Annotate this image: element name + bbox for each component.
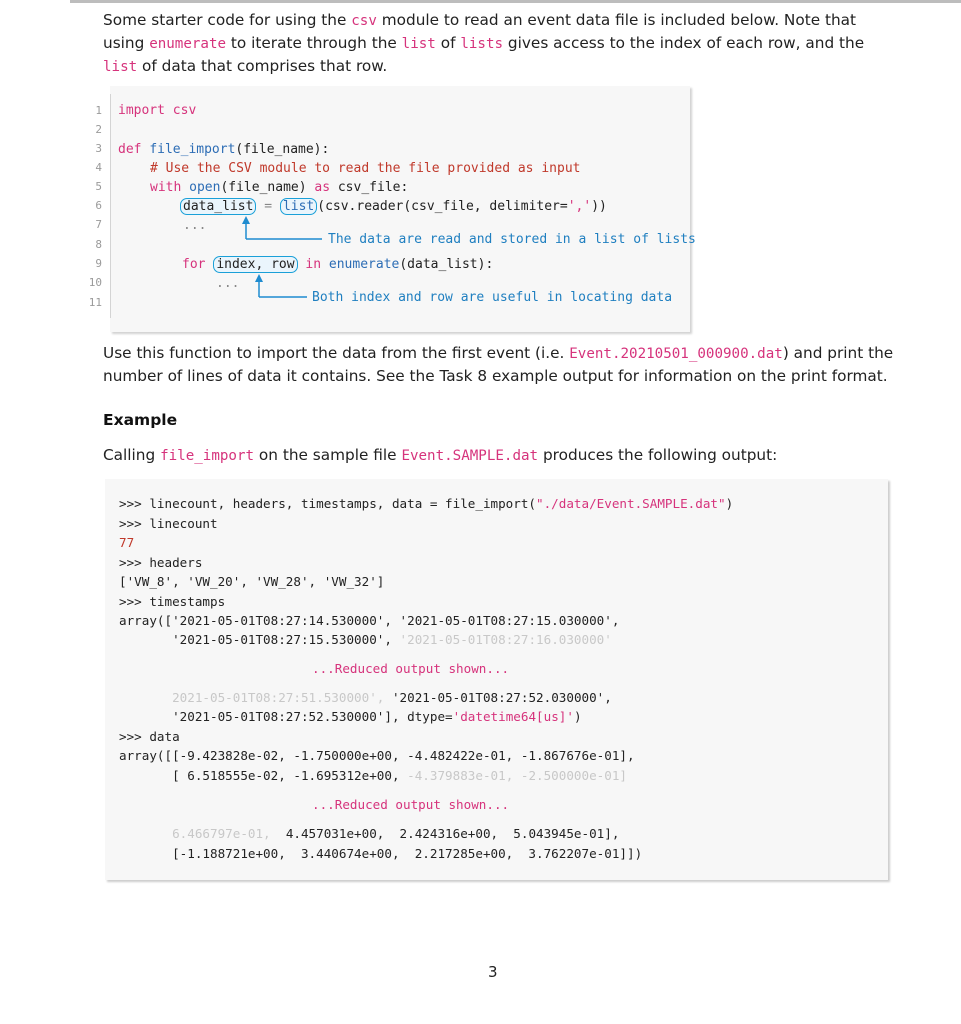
reduced-output-note: ...Reduced output shown... bbox=[312, 661, 510, 676]
code-token: for bbox=[182, 257, 214, 272]
intro-text: module to read an event data file is included below. Note that using bbox=[103, 11, 857, 52]
code-listing bbox=[70, 86, 696, 332]
output-line: array(['2021-05-01T08:27:14.530000', '2021-05-01T08:27:15.030000', bbox=[119, 613, 620, 628]
line-number: 6 bbox=[95, 199, 102, 212]
output-line: >>> headers bbox=[119, 555, 203, 570]
line-number: 3 bbox=[95, 142, 102, 155]
output-line: >>> data bbox=[119, 729, 180, 744]
line-number: 2 bbox=[95, 123, 102, 136]
output-line: >>> timestamps bbox=[119, 594, 226, 609]
output-token: '2021-05-01T08:27:52.530000'], dtype= bbox=[119, 709, 453, 724]
code-token: as bbox=[314, 180, 331, 195]
intro-text: of bbox=[435, 34, 461, 52]
output-line: [-1.188721e+00, 3.440674e+00, 2.217285e+00, 3.762207e-01]]) bbox=[119, 846, 643, 861]
code-line-10-ellipsis: ... bbox=[216, 276, 240, 291]
output-token: [ 6.518555e-02, -1.695312e+00, bbox=[119, 768, 408, 783]
intro-text: gives access to the index of each row, and the bbox=[503, 34, 865, 52]
output-token: 'datetime64[us]' bbox=[452, 709, 574, 724]
output-token: >>> linecount, headers, timestamps, data = file_import( bbox=[119, 496, 537, 511]
code-token: ',' bbox=[567, 199, 592, 214]
code-list: list bbox=[401, 36, 436, 52]
output-line bbox=[119, 496, 733, 511]
example-text: on the sample file bbox=[254, 446, 402, 464]
task-text: ) and print the number of lines of data it contains. See the Task 8 example output for information on the print format. bbox=[103, 344, 894, 385]
output-line bbox=[119, 632, 612, 647]
line-number: 5 bbox=[95, 180, 102, 193]
line-number: 7 bbox=[95, 218, 102, 231]
highlight-index-row: index, row bbox=[213, 256, 297, 273]
code-enumerate: enumerate bbox=[149, 36, 227, 52]
output-line bbox=[119, 690, 612, 705]
code-lists: lists bbox=[460, 36, 504, 52]
page-top-rule bbox=[70, 0, 961, 3]
code-line-9 bbox=[182, 257, 493, 272]
output-line: array([[-9.423828e-02, -1.750000e+00, -4.482422e-01, -1.867676e-01], bbox=[119, 748, 635, 763]
output-faded-token: 6.466797e-01, bbox=[119, 826, 286, 841]
output-line: 77 bbox=[119, 535, 135, 550]
arrow-icon bbox=[242, 216, 322, 239]
example-text: produces the following output: bbox=[538, 446, 778, 464]
example-text: Calling bbox=[103, 446, 161, 464]
task-paragraph bbox=[103, 342, 895, 387]
example-output-box bbox=[105, 479, 888, 880]
highlight-list: list bbox=[280, 198, 317, 215]
output-faded-token: 2021-05-01T08:27:51.530000', bbox=[119, 690, 392, 705]
line-number: 8 bbox=[95, 238, 102, 251]
code-csv: csv bbox=[351, 13, 377, 29]
arrow-icon bbox=[255, 274, 307, 297]
output-token: '2021-05-01T08:27:15.530000', bbox=[119, 632, 400, 647]
output-token: ) bbox=[573, 709, 582, 724]
page-number: 3 bbox=[488, 963, 498, 981]
output-line: >>> linecount bbox=[119, 516, 218, 531]
code-file-import: file_import bbox=[160, 448, 255, 464]
line-number: 10 bbox=[88, 276, 102, 289]
line-number: 9 bbox=[95, 257, 102, 270]
intro-text: to iterate through the bbox=[226, 34, 402, 52]
intro-text: Some starter code for using the bbox=[103, 11, 352, 29]
output-line: ['VW_8', 'VW_20', 'VW_28', 'VW_32'] bbox=[119, 574, 385, 589]
line-number: 11 bbox=[88, 296, 102, 309]
output-line bbox=[119, 768, 627, 783]
output-token: ) bbox=[725, 496, 734, 511]
output-token: '2021-05-01T08:27:52.030000', bbox=[391, 690, 612, 705]
output-faded-token: -4.379883e-01, -2.500000e-01] bbox=[407, 768, 628, 783]
output-token: "./data/Event.SAMPLE.dat" bbox=[536, 496, 726, 511]
output-token: 4.457031e+00, 2.424316e+00, 5.043945e-01], bbox=[285, 826, 620, 841]
annotation-list-of-lists: The data are read and stored in a list of lists bbox=[328, 232, 696, 247]
code-token: csv_file: bbox=[330, 180, 409, 195]
code-token: (file_name) bbox=[220, 180, 315, 195]
code-token: with bbox=[150, 180, 190, 195]
code-sample-filename: Event.SAMPLE.dat bbox=[401, 448, 539, 464]
example-intro bbox=[103, 444, 895, 467]
code-line-4-comment: # Use the CSV module to read the file provided as input bbox=[150, 161, 581, 176]
code-event-filename: Event.20210501_000900.dat bbox=[569, 346, 783, 362]
code-list: list bbox=[103, 59, 138, 75]
annotation-index-row: Both index and row are useful in locating data bbox=[312, 290, 673, 305]
reduced-output-note: ...Reduced output shown... bbox=[312, 797, 510, 812]
code-token: (csv.reader(csv_file, delimiter= bbox=[317, 199, 568, 214]
code-token: def bbox=[118, 142, 150, 157]
code-token: file_import bbox=[149, 142, 236, 157]
code-line-1: import csv bbox=[118, 103, 197, 118]
task-text: Use this function to import the data from the first event (i.e. bbox=[103, 344, 570, 362]
code-token: enumerate bbox=[328, 257, 400, 272]
highlight-data-list: data_list bbox=[180, 198, 256, 215]
code-token: (data_list): bbox=[399, 257, 494, 272]
intro-text: of data that comprises that row. bbox=[137, 57, 388, 75]
code-token: )) bbox=[591, 199, 607, 214]
output-line bbox=[119, 826, 619, 841]
code-token: = bbox=[256, 199, 280, 214]
code-token: open bbox=[189, 180, 221, 195]
code-line-7-ellipsis: ... bbox=[183, 218, 207, 233]
intro-paragraph bbox=[103, 9, 895, 78]
code-token: (file_name): bbox=[235, 142, 330, 157]
example-heading: Example bbox=[103, 411, 178, 429]
line-number: 4 bbox=[95, 161, 102, 174]
output-line bbox=[119, 709, 582, 724]
output-faded-token: '2021-05-01T08:27:16.030000' bbox=[399, 632, 612, 647]
line-number: 1 bbox=[95, 104, 102, 117]
code-token: in bbox=[297, 257, 329, 272]
